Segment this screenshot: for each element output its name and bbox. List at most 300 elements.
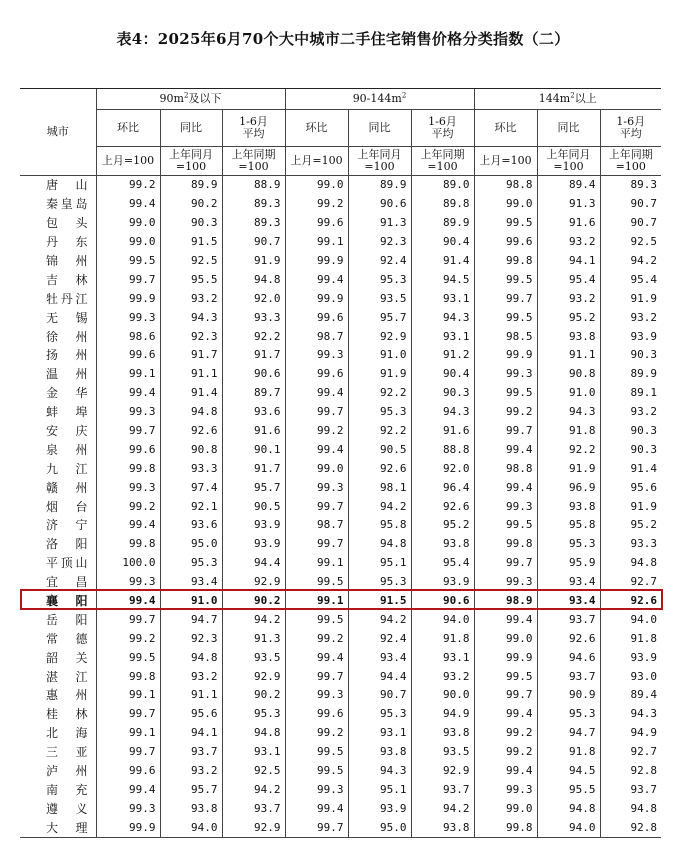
index-value-cell: 99.3 bbox=[96, 403, 160, 422]
index-value-cell: 91.4 bbox=[600, 459, 661, 478]
index-value-cell: 88.9 bbox=[222, 176, 285, 195]
index-value-cell: 95.4 bbox=[600, 270, 661, 289]
table-row bbox=[20, 308, 661, 327]
index-value-cell: 90.4 bbox=[411, 233, 474, 252]
table-row bbox=[20, 289, 661, 308]
index-value-cell: 98.5 bbox=[474, 327, 537, 346]
table-row bbox=[20, 516, 661, 535]
index-value-cell: 91.9 bbox=[600, 289, 661, 308]
index-value-cell: 99.6 bbox=[285, 365, 348, 384]
index-value-cell: 91.6 bbox=[537, 214, 600, 233]
index-value-cell: 92.4 bbox=[348, 252, 411, 271]
index-value-cell: 93.5 bbox=[411, 743, 474, 762]
index-value-cell: 89.3 bbox=[222, 214, 285, 233]
city-name-cell: 湛江 bbox=[46, 669, 88, 684]
index-value-cell: 96.4 bbox=[411, 478, 474, 497]
index-value-cell: 93.6 bbox=[222, 403, 285, 422]
sub-header-mom: 环比 bbox=[96, 110, 160, 147]
index-value-cell: 91.8 bbox=[411, 629, 474, 648]
table-row bbox=[20, 705, 661, 724]
index-value-cell: 93.0 bbox=[600, 667, 661, 686]
index-value-cell: 99.6 bbox=[285, 214, 348, 233]
table-row bbox=[20, 459, 661, 478]
index-value-cell: 89.9 bbox=[160, 176, 222, 195]
index-value-cell: 99.6 bbox=[96, 346, 160, 365]
index-value-cell: 99.9 bbox=[474, 346, 537, 365]
index-value-cell: 94.2 bbox=[348, 497, 411, 516]
sub-header-avg: 1-6月 平均 bbox=[411, 110, 474, 147]
index-value-cell: 99.5 bbox=[285, 743, 348, 762]
index-value-cell: 99.2 bbox=[96, 176, 160, 195]
index-value-cell: 99.7 bbox=[96, 610, 160, 629]
index-value-cell: 93.7 bbox=[600, 781, 661, 800]
index-value-cell: 89.0 bbox=[411, 176, 474, 195]
table-row bbox=[20, 573, 661, 592]
index-value-cell: 94.3 bbox=[537, 403, 600, 422]
index-value-cell: 91.1 bbox=[537, 346, 600, 365]
index-value-cell: 94.8 bbox=[537, 799, 600, 818]
city-name-cell: 遵义 bbox=[46, 801, 88, 816]
index-value-cell: 91.0 bbox=[348, 346, 411, 365]
index-value-cell: 92.2 bbox=[222, 327, 285, 346]
base-header-prev-month: 上月=100 bbox=[285, 147, 348, 176]
table-row bbox=[20, 346, 661, 365]
index-value-cell: 91.4 bbox=[160, 384, 222, 403]
index-value-cell: 100.0 bbox=[96, 554, 160, 573]
index-value-cell: 90.7 bbox=[600, 195, 661, 214]
index-value-cell: 99.8 bbox=[96, 459, 160, 478]
index-value-cell: 94.0 bbox=[537, 818, 600, 837]
index-value-cell: 92.0 bbox=[411, 459, 474, 478]
index-value-cell: 99.2 bbox=[474, 403, 537, 422]
index-value-cell: 93.8 bbox=[411, 818, 474, 837]
group-header-large: $144m^2$以上 bbox=[474, 89, 661, 110]
index-value-cell: 99.4 bbox=[474, 478, 537, 497]
city-name-cell: 扬州 bbox=[46, 348, 88, 363]
table-row bbox=[20, 233, 661, 252]
index-value-cell: 93.7 bbox=[411, 781, 474, 800]
index-value-cell: 99.7 bbox=[474, 686, 537, 705]
index-value-cell: 91.8 bbox=[537, 422, 600, 441]
index-value-cell: 92.7 bbox=[600, 573, 661, 592]
index-value-cell: 93.7 bbox=[222, 799, 285, 818]
index-value-cell: 99.3 bbox=[474, 365, 537, 384]
index-value-cell: 90.0 bbox=[411, 686, 474, 705]
index-value-cell: 95.3 bbox=[537, 535, 600, 554]
table-row bbox=[20, 270, 661, 289]
index-value-cell: 97.4 bbox=[160, 478, 222, 497]
index-value-cell: 99.2 bbox=[474, 724, 537, 743]
index-value-cell: 99.8 bbox=[96, 535, 160, 554]
index-value-cell: 91.9 bbox=[222, 252, 285, 271]
index-value-cell: 93.1 bbox=[348, 724, 411, 743]
city-name-cell: 惠州 bbox=[46, 688, 88, 703]
index-value-cell: 99.5 bbox=[285, 762, 348, 781]
table-row bbox=[20, 799, 661, 818]
index-value-cell: 94.5 bbox=[537, 762, 600, 781]
index-value-cell: 99.0 bbox=[474, 195, 537, 214]
index-value-cell: 94.4 bbox=[348, 667, 411, 686]
index-value-cell: 93.2 bbox=[160, 289, 222, 308]
index-value-cell: 90.4 bbox=[411, 365, 474, 384]
base-header-prev-year-month: 上年同月 =100 bbox=[160, 147, 222, 176]
city-name-cell: 丹东 bbox=[46, 235, 88, 250]
index-value-cell: 99.7 bbox=[285, 497, 348, 516]
index-value-cell: 95.2 bbox=[537, 308, 600, 327]
index-value-cell: 94.3 bbox=[160, 308, 222, 327]
index-value-cell: 98.8 bbox=[474, 459, 537, 478]
index-value-cell: 99.4 bbox=[474, 610, 537, 629]
index-value-cell: 89.8 bbox=[411, 195, 474, 214]
index-value-cell: 95.3 bbox=[160, 554, 222, 573]
city-name-cell: 平顶山 bbox=[46, 556, 88, 571]
index-value-cell: 94.9 bbox=[411, 705, 474, 724]
index-value-cell: 99.5 bbox=[474, 308, 537, 327]
index-value-cell: 92.5 bbox=[600, 233, 661, 252]
index-value-cell: 95.2 bbox=[600, 516, 661, 535]
index-value-cell: 89.9 bbox=[348, 176, 411, 195]
index-value-cell: 99.9 bbox=[285, 289, 348, 308]
index-value-cell: 94.7 bbox=[537, 724, 600, 743]
index-value-cell: 90.5 bbox=[348, 440, 411, 459]
sub-header-avg: 1-6月 平均 bbox=[222, 110, 285, 147]
index-value-cell: 94.8 bbox=[600, 799, 661, 818]
index-value-cell: 95.8 bbox=[348, 516, 411, 535]
index-value-cell: 94.8 bbox=[160, 648, 222, 667]
city-name-cell: 常德 bbox=[46, 631, 88, 646]
index-value-cell: 93.8 bbox=[411, 724, 474, 743]
index-value-cell: 95.3 bbox=[348, 573, 411, 592]
index-value-cell: 99.5 bbox=[96, 648, 160, 667]
index-value-cell: 91.8 bbox=[537, 743, 600, 762]
city-name-cell: 金华 bbox=[46, 386, 88, 401]
index-value-cell: 99.8 bbox=[474, 535, 537, 554]
index-value-cell: 94.8 bbox=[348, 535, 411, 554]
index-value-cell: 99.8 bbox=[474, 252, 537, 271]
city-name-cell: 洛阳 bbox=[46, 537, 88, 552]
index-value-cell: 93.1 bbox=[411, 289, 474, 308]
index-value-cell: 89.7 bbox=[222, 384, 285, 403]
group-header-medium: $90-144m^2$ bbox=[285, 89, 474, 110]
index-value-cell: 90.2 bbox=[222, 686, 285, 705]
index-value-cell: 99.7 bbox=[474, 289, 537, 308]
city-name-cell: 温州 bbox=[46, 367, 88, 382]
index-value-cell: 93.7 bbox=[537, 667, 600, 686]
index-value-cell: 99.4 bbox=[285, 270, 348, 289]
index-value-cell: 93.1 bbox=[411, 327, 474, 346]
index-value-cell: 91.7 bbox=[222, 459, 285, 478]
base-header-prev-year-period: 上年同期 =100 bbox=[222, 147, 285, 176]
index-value-cell: 93.6 bbox=[160, 516, 222, 535]
index-value-cell: 94.3 bbox=[348, 762, 411, 781]
table-row bbox=[20, 535, 661, 554]
index-value-cell: 94.6 bbox=[537, 648, 600, 667]
index-value-cell: 99.0 bbox=[96, 214, 160, 233]
table-row bbox=[20, 252, 661, 271]
city-name-cell: 桂林 bbox=[46, 707, 88, 722]
index-value-cell: 93.9 bbox=[600, 327, 661, 346]
index-value-cell: 93.9 bbox=[222, 535, 285, 554]
index-value-cell: 99.1 bbox=[285, 554, 348, 573]
index-value-cell: 99.7 bbox=[96, 422, 160, 441]
index-value-cell: 95.6 bbox=[160, 705, 222, 724]
index-value-cell: 94.2 bbox=[348, 610, 411, 629]
index-value-cell: 93.7 bbox=[160, 743, 222, 762]
index-value-cell: 93.7 bbox=[537, 610, 600, 629]
table-row bbox=[20, 629, 661, 648]
index-value-cell: 95.8 bbox=[537, 516, 600, 535]
index-value-cell: 99.9 bbox=[474, 648, 537, 667]
city-name-cell: 吉林 bbox=[46, 272, 88, 287]
index-value-cell: 92.1 bbox=[160, 497, 222, 516]
index-value-cell: 93.8 bbox=[537, 327, 600, 346]
index-value-cell: 98.8 bbox=[474, 176, 537, 195]
index-value-cell: 99.4 bbox=[96, 195, 160, 214]
index-value-cell: 90.8 bbox=[537, 365, 600, 384]
index-value-cell: 91.3 bbox=[537, 195, 600, 214]
index-value-cell: 99.0 bbox=[96, 233, 160, 252]
index-value-cell: 90.3 bbox=[160, 214, 222, 233]
index-value-cell: 98.7 bbox=[285, 516, 348, 535]
index-value-cell: 99.2 bbox=[474, 743, 537, 762]
index-value-cell: 99.3 bbox=[96, 308, 160, 327]
index-value-cell: 99.0 bbox=[474, 799, 537, 818]
index-value-cell: 95.4 bbox=[411, 554, 474, 573]
index-value-cell: 99.3 bbox=[96, 573, 160, 592]
index-value-cell: 99.3 bbox=[474, 573, 537, 592]
index-value-cell: 93.8 bbox=[160, 799, 222, 818]
table-row bbox=[20, 724, 661, 743]
index-value-cell: 92.9 bbox=[222, 573, 285, 592]
index-value-cell: 91.7 bbox=[222, 346, 285, 365]
index-value-cell: 90.6 bbox=[348, 195, 411, 214]
index-value-cell: 95.3 bbox=[222, 705, 285, 724]
index-value-cell: 91.6 bbox=[411, 422, 474, 441]
base-header-prev-year-month: 上年同月 =100 bbox=[348, 147, 411, 176]
index-value-cell: 95.7 bbox=[160, 781, 222, 800]
city-name-cell: 秦皇岛 bbox=[46, 197, 88, 212]
index-value-cell: 99.7 bbox=[96, 270, 160, 289]
index-value-cell: 99.4 bbox=[285, 384, 348, 403]
index-value-cell: 95.3 bbox=[348, 270, 411, 289]
city-name-cell: 宜昌 bbox=[46, 575, 88, 590]
table-row bbox=[20, 403, 661, 422]
sub-header-avg: 1-6月 平均 bbox=[600, 110, 661, 147]
table-row bbox=[20, 743, 661, 762]
index-value-cell: 99.7 bbox=[96, 705, 160, 724]
table-row bbox=[20, 422, 661, 441]
index-value-cell: 99.7 bbox=[96, 743, 160, 762]
city-name-cell: 泉州 bbox=[46, 442, 88, 457]
index-value-cell: 99.3 bbox=[474, 781, 537, 800]
index-value-cell: 94.2 bbox=[222, 610, 285, 629]
city-name-cell: 泸州 bbox=[46, 764, 88, 779]
base-header-prev-year-period: 上年同期 =100 bbox=[600, 147, 661, 176]
base-header-prev-month: 上月=100 bbox=[474, 147, 537, 176]
index-value-cell: 94.3 bbox=[600, 705, 661, 724]
index-value-cell: 95.1 bbox=[348, 781, 411, 800]
index-value-cell: 94.8 bbox=[222, 270, 285, 289]
index-value-cell: 93.4 bbox=[537, 573, 600, 592]
index-value-cell: 92.6 bbox=[600, 592, 661, 611]
index-value-cell: 90.1 bbox=[222, 440, 285, 459]
index-value-cell: 90.7 bbox=[222, 233, 285, 252]
index-value-cell: 91.1 bbox=[160, 365, 222, 384]
index-value-cell: 89.9 bbox=[411, 214, 474, 233]
table-row bbox=[20, 592, 661, 611]
index-value-cell: 92.6 bbox=[348, 459, 411, 478]
index-value-cell: 90.2 bbox=[222, 592, 285, 611]
table-row bbox=[20, 818, 661, 837]
index-value-cell: 94.2 bbox=[222, 781, 285, 800]
index-value-cell: 90.2 bbox=[160, 195, 222, 214]
index-value-cell: 99.5 bbox=[96, 252, 160, 271]
index-value-cell: 94.1 bbox=[537, 252, 600, 271]
index-value-cell: 92.8 bbox=[600, 818, 661, 837]
sub-header-yoy: 同比 bbox=[348, 110, 411, 147]
index-value-cell: 93.3 bbox=[222, 308, 285, 327]
index-value-cell: 99.7 bbox=[285, 535, 348, 554]
index-value-cell: 99.4 bbox=[285, 799, 348, 818]
city-name-cell: 岳阳 bbox=[46, 612, 88, 627]
index-value-cell: 89.9 bbox=[600, 365, 661, 384]
index-value-cell: 95.0 bbox=[348, 818, 411, 837]
index-value-cell: 99.5 bbox=[474, 214, 537, 233]
index-value-cell: 99.2 bbox=[96, 629, 160, 648]
index-value-cell: 89.3 bbox=[600, 176, 661, 195]
city-name-cell: 襄阳 bbox=[46, 594, 88, 609]
index-value-cell: 94.5 bbox=[411, 270, 474, 289]
index-value-cell: 95.1 bbox=[348, 554, 411, 573]
table-title: 表4：2025年6月70个大中城市二手住宅销售价格分类指数（二） bbox=[116, 30, 570, 48]
index-value-cell: 95.7 bbox=[222, 478, 285, 497]
index-value-cell: 99.2 bbox=[285, 629, 348, 648]
index-value-cell: 98.1 bbox=[348, 478, 411, 497]
index-value-cell: 99.8 bbox=[474, 818, 537, 837]
index-value-cell: 99.7 bbox=[285, 403, 348, 422]
index-value-cell: 91.0 bbox=[160, 592, 222, 611]
index-value-cell: 99.4 bbox=[96, 516, 160, 535]
index-value-cell: 99.4 bbox=[285, 648, 348, 667]
index-value-cell: 94.9 bbox=[600, 724, 661, 743]
table-body bbox=[20, 176, 661, 838]
index-value-cell: 99.1 bbox=[96, 724, 160, 743]
index-value-cell: 94.3 bbox=[411, 403, 474, 422]
index-value-cell: 90.7 bbox=[600, 214, 661, 233]
table-row bbox=[20, 384, 661, 403]
city-name-cell: 徐州 bbox=[46, 329, 88, 344]
city-name-cell: 牡丹江 bbox=[46, 291, 88, 306]
index-value-cell: 99.6 bbox=[285, 705, 348, 724]
city-name-cell: 烟台 bbox=[46, 499, 88, 514]
index-value-cell: 90.3 bbox=[411, 384, 474, 403]
index-value-cell: 90.3 bbox=[600, 440, 661, 459]
index-value-cell: 93.2 bbox=[160, 667, 222, 686]
city-name-cell: 安庆 bbox=[46, 424, 88, 439]
price-index-table bbox=[20, 88, 661, 838]
index-value-cell: 88.8 bbox=[411, 440, 474, 459]
index-value-cell: 93.5 bbox=[348, 289, 411, 308]
index-value-cell: 91.0 bbox=[537, 384, 600, 403]
index-value-cell: 92.8 bbox=[600, 762, 661, 781]
city-name-cell: 韶关 bbox=[46, 650, 88, 665]
index-value-cell: 99.3 bbox=[474, 497, 537, 516]
index-value-cell: 95.5 bbox=[160, 270, 222, 289]
base-header-row bbox=[20, 147, 661, 176]
table-row bbox=[20, 327, 661, 346]
index-value-cell: 99.5 bbox=[285, 573, 348, 592]
index-value-cell: 91.1 bbox=[160, 686, 222, 705]
index-value-cell: 93.2 bbox=[160, 762, 222, 781]
index-value-cell: 99.1 bbox=[285, 233, 348, 252]
index-value-cell: 99.7 bbox=[285, 667, 348, 686]
index-value-cell: 91.8 bbox=[600, 629, 661, 648]
index-value-cell: 94.8 bbox=[600, 554, 661, 573]
index-value-cell: 94.3 bbox=[411, 308, 474, 327]
index-value-cell: 95.3 bbox=[537, 705, 600, 724]
index-value-cell: 92.9 bbox=[222, 667, 285, 686]
index-value-cell: 99.2 bbox=[285, 422, 348, 441]
index-value-cell: 91.7 bbox=[160, 346, 222, 365]
index-value-cell: 95.6 bbox=[600, 478, 661, 497]
index-value-cell: 98.6 bbox=[96, 327, 160, 346]
index-value-cell: 99.7 bbox=[474, 422, 537, 441]
index-value-cell: 92.3 bbox=[348, 233, 411, 252]
index-value-cell: 99.6 bbox=[96, 440, 160, 459]
index-value-cell: 93.9 bbox=[411, 573, 474, 592]
index-value-cell: 91.9 bbox=[537, 459, 600, 478]
index-value-cell: 96.9 bbox=[537, 478, 600, 497]
index-value-cell: 91.3 bbox=[222, 629, 285, 648]
index-value-cell: 90.5 bbox=[222, 497, 285, 516]
table-row bbox=[20, 762, 661, 781]
index-value-cell: 99.5 bbox=[474, 516, 537, 535]
index-value-cell: 92.5 bbox=[222, 762, 285, 781]
index-value-cell: 93.8 bbox=[537, 497, 600, 516]
index-value-cell: 94.0 bbox=[160, 818, 222, 837]
sub-header-yoy: 同比 bbox=[160, 110, 222, 147]
city-column-header: 城市 bbox=[20, 89, 96, 176]
table-row bbox=[20, 176, 661, 195]
index-value-cell: 93.2 bbox=[600, 403, 661, 422]
index-value-cell: 91.4 bbox=[411, 252, 474, 271]
table-row bbox=[20, 365, 661, 384]
index-value-cell: 92.4 bbox=[348, 629, 411, 648]
index-value-cell: 99.0 bbox=[474, 629, 537, 648]
index-value-cell: 99.3 bbox=[285, 478, 348, 497]
index-value-cell: 92.9 bbox=[411, 762, 474, 781]
index-value-cell: 91.6 bbox=[222, 422, 285, 441]
city-name-cell: 锦州 bbox=[46, 254, 88, 268]
index-value-cell: 92.6 bbox=[537, 629, 600, 648]
index-value-cell: 91.2 bbox=[411, 346, 474, 365]
city-name-cell: 九江 bbox=[46, 461, 88, 476]
city-name-cell: 无锡 bbox=[46, 310, 88, 325]
index-value-cell: 99.1 bbox=[96, 365, 160, 384]
index-value-cell: 92.2 bbox=[537, 440, 600, 459]
index-value-cell: 92.6 bbox=[160, 422, 222, 441]
index-value-cell: 95.5 bbox=[537, 781, 600, 800]
index-value-cell: 93.3 bbox=[160, 459, 222, 478]
index-value-cell: 93.9 bbox=[600, 648, 661, 667]
index-value-cell: 99.5 bbox=[474, 270, 537, 289]
index-value-cell: 99.8 bbox=[96, 667, 160, 686]
index-value-cell: 93.9 bbox=[222, 516, 285, 535]
index-value-cell: 93.1 bbox=[411, 648, 474, 667]
index-value-cell: 94.2 bbox=[411, 799, 474, 818]
index-value-cell: 94.7 bbox=[160, 610, 222, 629]
index-value-cell: 90.3 bbox=[600, 422, 661, 441]
